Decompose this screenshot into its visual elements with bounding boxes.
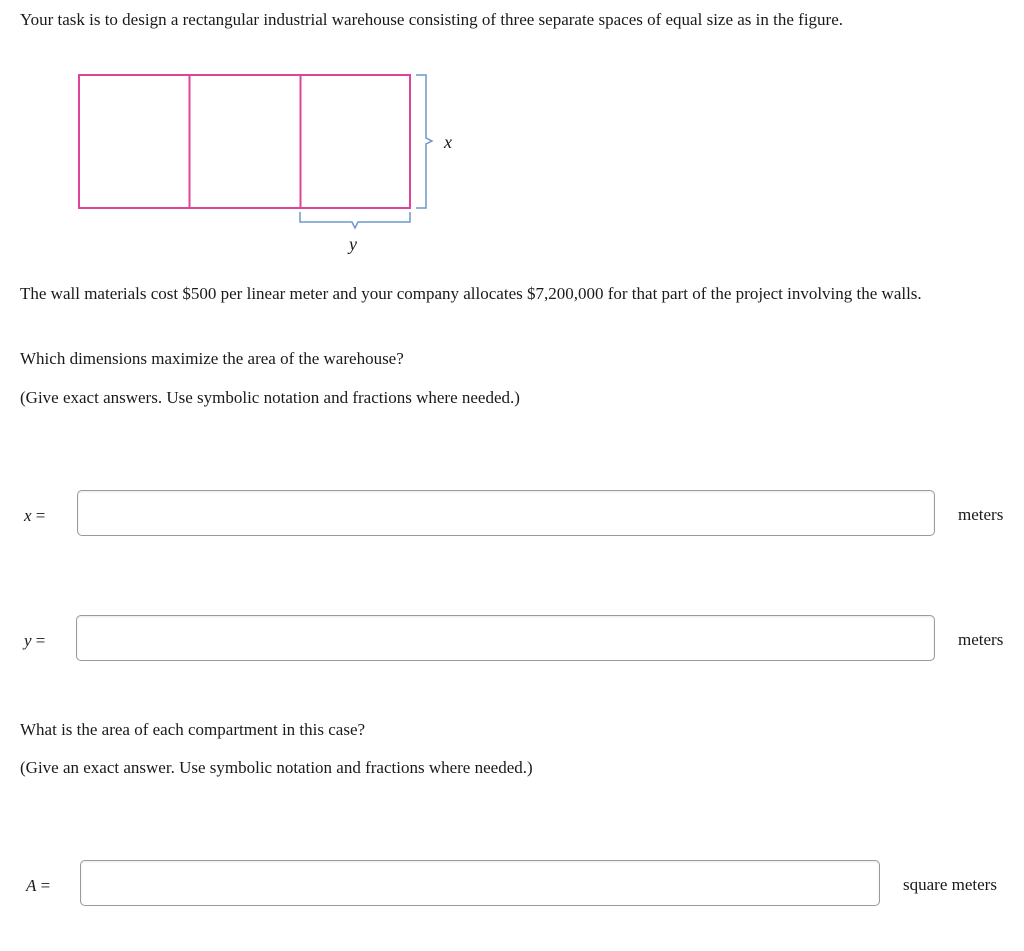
area-instructions: (Give an exact answer. Use symbolic notation and fractions where needed.): [20, 758, 533, 777]
y-unit-label: meters: [958, 630, 1004, 649]
y-equals: =: [35, 631, 46, 650]
y-brace: [300, 212, 410, 228]
warehouse-figure: [60, 60, 480, 260]
x-brace: [416, 75, 432, 208]
area-answer-input[interactable]: [80, 860, 880, 906]
y-answer-input[interactable]: [76, 615, 935, 661]
x-equals: =: [35, 506, 46, 525]
dimensions-question: Which dimensions maximize the area of the warehouse?: [20, 349, 404, 368]
dimensions-instructions: (Give exact answers. Use symbolic notation and fractions where needed.): [20, 388, 520, 407]
area-equals: =: [40, 876, 51, 895]
area-variable: A: [26, 876, 37, 895]
warehouse-outline: [79, 75, 410, 208]
y-variable: y: [24, 631, 32, 650]
walls-cost-text: The wall materials cost $500 per linear meter and your company allocates $7,200,000 for that part of the project involving the walls.: [20, 284, 922, 303]
area-answer-label: [26, 876, 50, 896]
x-variable: x: [24, 506, 32, 525]
x-answer-input[interactable]: [77, 490, 935, 536]
x-unit-label: meters: [958, 505, 1004, 524]
area-question: What is the area of each compartment in this case?: [20, 720, 366, 739]
y-dimension-label: y: [349, 234, 357, 254]
x-dimension-label: x: [444, 132, 452, 152]
intro-text: Your task is to design a rectangular industrial warehouse consisting of three separate spaces of equal size as in the figure.: [20, 10, 843, 29]
x-answer-label: [24, 506, 45, 526]
y-answer-label: [24, 631, 45, 651]
area-unit-label: square meters: [903, 875, 997, 894]
